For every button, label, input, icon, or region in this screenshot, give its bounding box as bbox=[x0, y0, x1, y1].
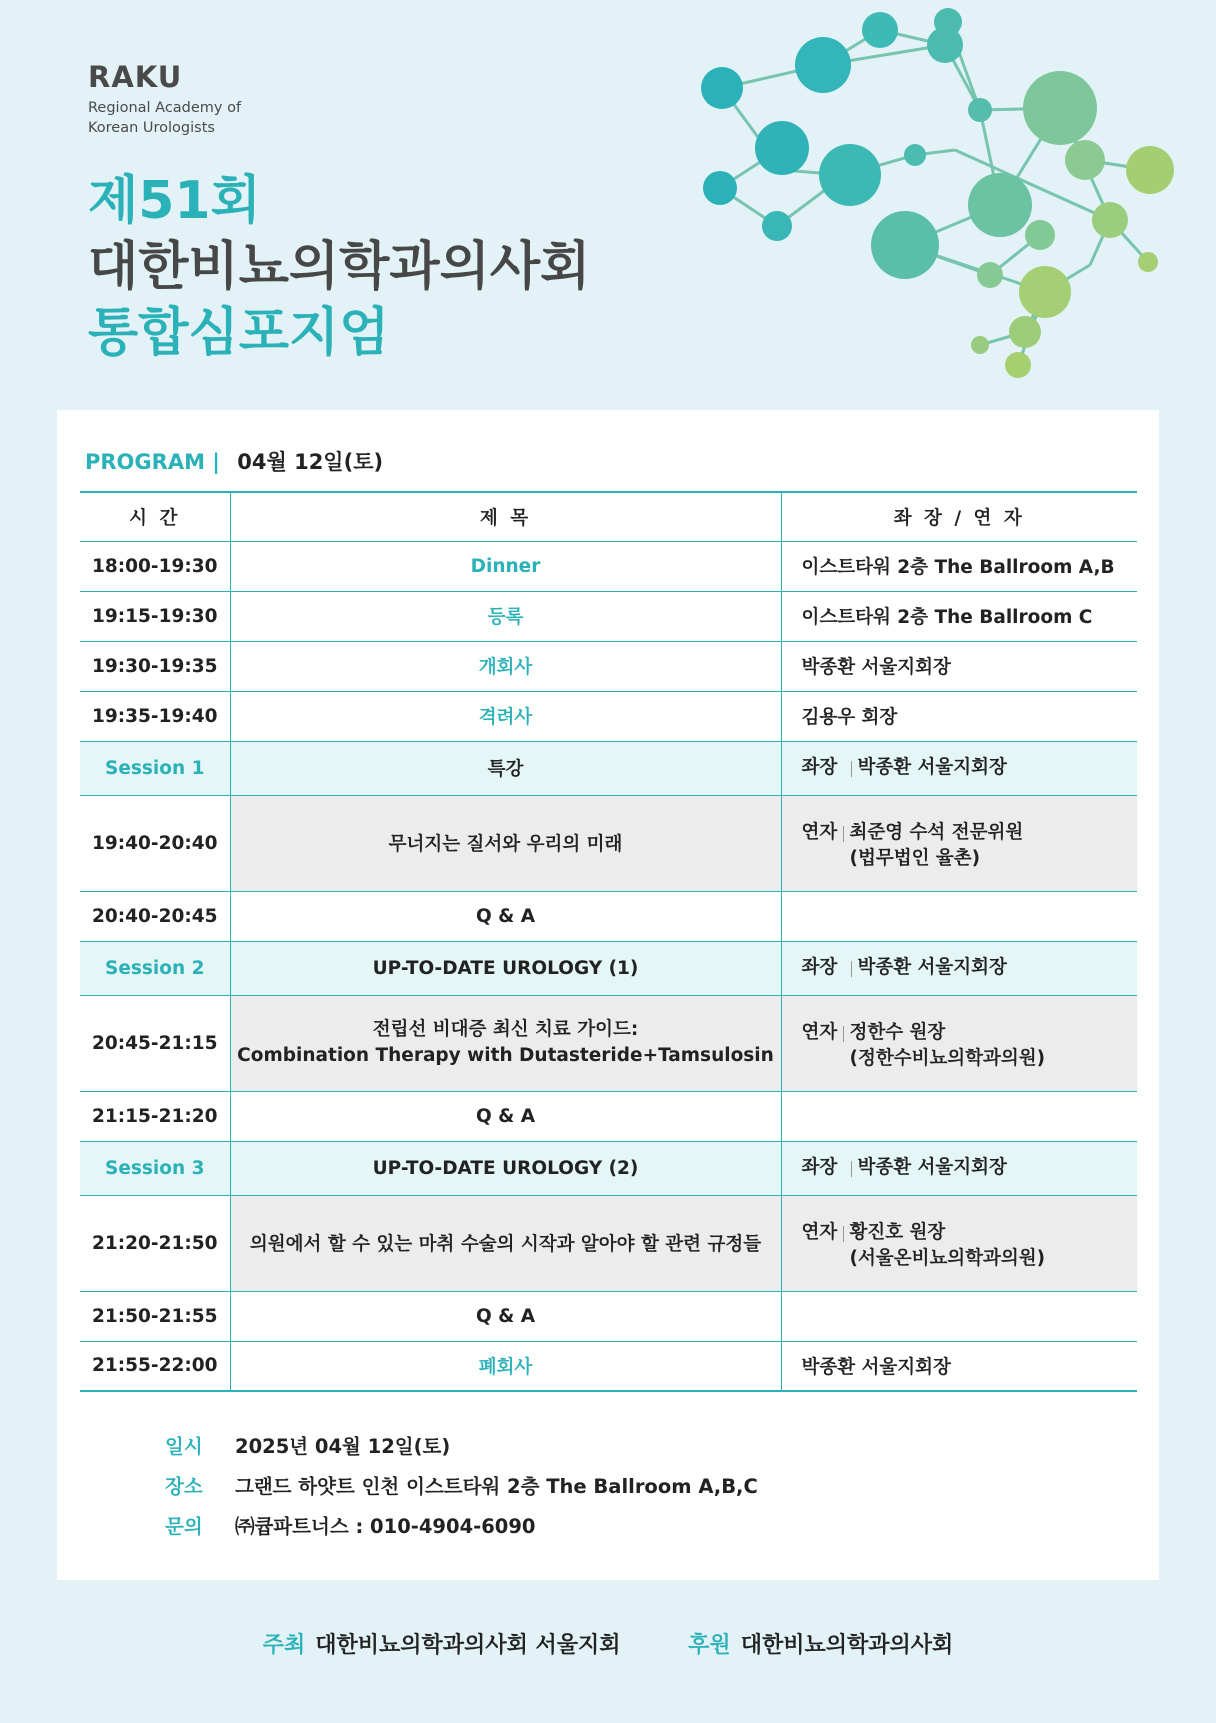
table-row bbox=[80, 891, 1137, 941]
session-title: 특강 bbox=[230, 741, 781, 795]
row-time: 19:40-20:40 bbox=[80, 795, 230, 891]
info-place-label: 장소 bbox=[165, 1475, 203, 1498]
row-speaker: 김용우 회장 bbox=[781, 691, 1137, 741]
row-title: Q & A bbox=[230, 891, 781, 941]
row-title: 개회사 bbox=[230, 641, 781, 691]
chair-role: 좌장 bbox=[802, 955, 858, 981]
row-speaker: 박종환 서울지회장 bbox=[781, 641, 1137, 691]
col-header-title: 제 목 bbox=[230, 492, 781, 541]
row-title: 격려사 bbox=[230, 691, 781, 741]
session-label: Session 3 bbox=[80, 1141, 230, 1195]
table-row bbox=[80, 591, 1137, 641]
lecture-row bbox=[80, 795, 1137, 891]
lecture-title bbox=[230, 995, 781, 1091]
info-place-row bbox=[165, 1465, 758, 1505]
table-row bbox=[80, 641, 1137, 691]
event-info bbox=[165, 1425, 758, 1545]
info-place-value: 그랜드 하얏트 인천 이스트타워 2층 The Ballroom A,B,C bbox=[235, 1475, 758, 1498]
row-speaker bbox=[781, 1091, 1137, 1141]
host-label: 주최 bbox=[262, 1633, 306, 1658]
program-card bbox=[57, 410, 1159, 1580]
title-line1: 제51회 bbox=[88, 171, 261, 231]
speaker-affiliation: (서울온비뇨의학과의원) bbox=[849, 1247, 1046, 1269]
info-contact-row bbox=[165, 1505, 758, 1545]
program-label: PROGRAM | bbox=[85, 450, 220, 474]
row-time: 21:55-22:00 bbox=[80, 1341, 230, 1391]
session-row bbox=[80, 1141, 1137, 1195]
row-title: Q & A bbox=[230, 1291, 781, 1341]
col-header-time: 시 간 bbox=[80, 492, 230, 541]
row-speaker bbox=[781, 1291, 1137, 1341]
sponsor-value: 대한비뇨의학과의사회 bbox=[740, 1633, 954, 1658]
host-value: 대한비뇨의학과의사회 서울지회 bbox=[315, 1633, 621, 1658]
session-label: Session 1 bbox=[80, 741, 230, 795]
session-chair bbox=[781, 1141, 1137, 1195]
footer-sponsor bbox=[688, 1628, 953, 1659]
page-title bbox=[88, 168, 590, 366]
row-speaker: 박종환 서울지회장 bbox=[781, 1341, 1137, 1391]
lecture-speaker bbox=[781, 1195, 1137, 1291]
session-title: UP-TO-DATE UROLOGY (2) bbox=[230, 1141, 781, 1195]
info-date-row bbox=[165, 1425, 758, 1465]
table-row bbox=[80, 1091, 1137, 1141]
footer-host bbox=[263, 1628, 621, 1659]
footer bbox=[0, 1628, 1216, 1659]
session-title: UP-TO-DATE UROLOGY (1) bbox=[230, 941, 781, 995]
row-time: 21:15-21:20 bbox=[80, 1091, 230, 1141]
title-line2: 대한비뇨의학과의사회 bbox=[88, 237, 591, 297]
lecture-row bbox=[80, 1195, 1137, 1291]
row-title: 폐회사 bbox=[230, 1341, 781, 1391]
lecture-title-line2: Combination Therapy with Dutasteride+Tamsulosin bbox=[237, 1045, 774, 1066]
row-time: 21:20-21:50 bbox=[80, 1195, 230, 1291]
table-header-row bbox=[80, 492, 1137, 541]
row-speaker: 이스트타워 2층 The Ballroom C bbox=[781, 591, 1137, 641]
sponsor-label: 후원 bbox=[688, 1633, 731, 1658]
info-contact-label: 문의 bbox=[165, 1515, 203, 1538]
speaker-name: 최준영 수석 전문위원 bbox=[849, 821, 1024, 843]
table-row bbox=[80, 1341, 1137, 1391]
speaker-name: 황진호 원장 bbox=[849, 1221, 946, 1243]
org-full-name bbox=[88, 98, 308, 138]
chair-role: 좌장 bbox=[802, 1155, 858, 1181]
speaker-name: 정한수 원장 bbox=[849, 1021, 946, 1043]
session-row bbox=[80, 941, 1137, 995]
chair-name: 박종환 서울지회장 bbox=[857, 957, 1007, 978]
chair-name: 박종환 서울지회장 bbox=[857, 757, 1007, 778]
row-time: 20:40-20:45 bbox=[80, 891, 230, 941]
row-time: 20:45-21:15 bbox=[80, 995, 230, 1091]
row-speaker: 이스트타워 2층 The Ballroom A,B bbox=[781, 541, 1137, 591]
row-title: Dinner bbox=[230, 541, 781, 591]
row-time: 18:00-19:30 bbox=[80, 541, 230, 591]
info-date-label: 일시 bbox=[165, 1435, 203, 1458]
org-full-line1: Regional Academy of bbox=[88, 100, 242, 116]
speaker-affiliation: (법무법인 율촌) bbox=[849, 847, 981, 869]
row-title: Q & A bbox=[230, 1091, 781, 1141]
session-row bbox=[80, 741, 1137, 795]
info-contact-value: ㈜큡파트너스 : 010-4904-6090 bbox=[235, 1515, 536, 1538]
lecture-speaker bbox=[781, 795, 1137, 891]
chair-name: 박종환 서울지회장 bbox=[857, 1157, 1007, 1178]
row-time: 19:15-19:30 bbox=[80, 591, 230, 641]
row-time: 21:50-21:55 bbox=[80, 1291, 230, 1341]
info-date-value: 2025년 04월 12일(토) bbox=[235, 1435, 451, 1458]
row-title: 등록 bbox=[230, 591, 781, 641]
table-row bbox=[80, 691, 1137, 741]
program-table bbox=[80, 491, 1137, 1392]
chair-role: 좌장 bbox=[802, 755, 858, 781]
lecture-title-line1: 전립선 비대증 최신 치료 가이드: bbox=[372, 1019, 639, 1040]
speaker-affiliation: (정한수비뇨의학과의원) bbox=[849, 1047, 1046, 1069]
session-label: Session 2 bbox=[80, 941, 230, 995]
col-header-speaker: 좌 장 / 연 자 bbox=[781, 492, 1137, 541]
org-full-line2: Korean Urologists bbox=[88, 120, 215, 136]
speaker-role: 연자 bbox=[802, 1020, 850, 1072]
row-time: 19:30-19:35 bbox=[80, 641, 230, 691]
title-line3: 통합심포지엄 bbox=[88, 303, 390, 363]
table-row bbox=[80, 1291, 1137, 1341]
lecture-row bbox=[80, 995, 1137, 1091]
speaker-role: 연자 bbox=[802, 820, 850, 872]
speaker-role: 연자 bbox=[802, 1220, 850, 1272]
program-date: 04월 12일(토) bbox=[237, 450, 384, 474]
row-time: 19:35-19:40 bbox=[80, 691, 230, 741]
table-row bbox=[80, 541, 1137, 591]
program-header bbox=[85, 446, 383, 476]
lecture-speaker bbox=[781, 995, 1137, 1091]
lecture-title: 의원에서 할 수 있는 마취 수술의 시작과 알아야 할 관련 규정들 bbox=[230, 1195, 781, 1291]
org-abbr: RAKU bbox=[88, 60, 183, 94]
row-speaker bbox=[781, 891, 1137, 941]
session-chair bbox=[781, 741, 1137, 795]
session-chair bbox=[781, 941, 1137, 995]
molecule-decoration bbox=[700, 0, 1180, 390]
lecture-title: 무너지는 질서와 우리의 미래 bbox=[230, 795, 781, 891]
